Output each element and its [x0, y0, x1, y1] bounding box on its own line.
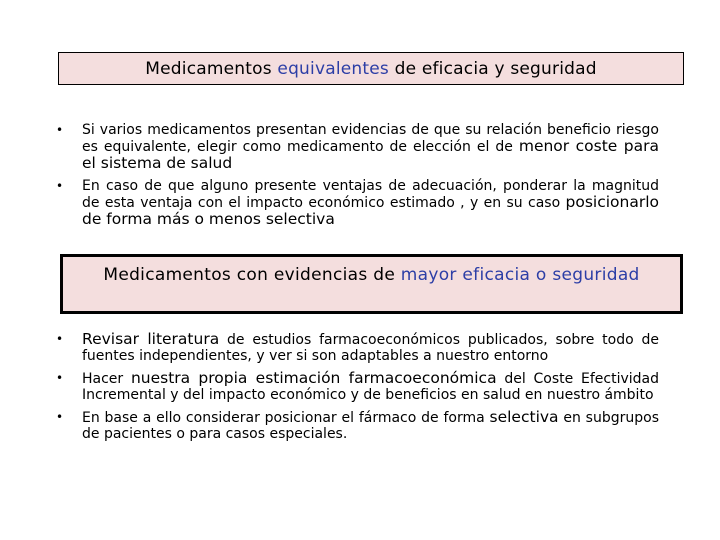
section2-title-box [60, 254, 683, 314]
bullet-text-post: de estudios farmacoeconómicos publicados, sobre todo de fuentes independientes, y ver si son adaptables a nuestro entorno [82, 332, 659, 364]
bullet-dot-icon: • [56, 179, 64, 193]
bullet-emphasis: selectiva [489, 408, 559, 426]
section1-bullet-1 [56, 122, 659, 172]
section1-title-part-a: Medicamentos [145, 58, 278, 79]
section1-title [145, 59, 596, 79]
bullet-dot-icon: • [56, 410, 64, 424]
section2-bullet-2 [56, 370, 659, 403]
bullet-text: Si varios medicamentos presentan evidencias de que su relación beneficio riesgo es equivalente, elegir como medicamento de elección el de [82, 122, 659, 155]
section2-title-highlight: mayor eficacia o seguridad [400, 265, 640, 285]
bullet-dot-icon: • [56, 371, 64, 385]
bullet-emphasis: posicionarlo de forma más o menos selectiva [82, 193, 659, 228]
section2-title [103, 265, 639, 285]
section1-bullet-2 [56, 178, 659, 228]
bullet-text-post: en subgrupos de pacientes o para casos especiales. [82, 410, 659, 442]
section1-title-part-c: de eficacia y seguridad [388, 58, 597, 79]
section2-title-part-a: Medicamentos con evidencias de [103, 265, 401, 285]
bullet-dot-icon: • [56, 123, 64, 137]
bullet-emphasis: Revisar literatura [82, 330, 220, 348]
bullet-emphasis: nuestra propia estimación farmacoeconómica [130, 369, 497, 387]
section2-bullet-list [56, 331, 659, 442]
section1-bullet-list [56, 122, 659, 228]
section2-bullet-3 [56, 409, 659, 442]
section1-title-highlight: equivalentes [277, 58, 389, 79]
section1-title-box [58, 52, 684, 85]
bullet-text: Hacer [82, 371, 131, 387]
bullet-dot-icon: • [56, 332, 64, 346]
bullet-emphasis: menor coste para el sistema de salud [82, 137, 659, 172]
bullet-text: En base a ello considerar posicionar el fármaco de forma [82, 410, 490, 426]
bullet-text: En caso de que alguno presente ventajas de adecuación, ponderar la magnitud de esta ventaja con el impacto económico estimado , y en su caso [82, 178, 659, 211]
bullet-text-post: del Coste Efectividad Incremental y del impacto económico y de beneficios en salud en nuestro ámbito [82, 371, 659, 403]
section2-bullet-1 [56, 331, 659, 364]
